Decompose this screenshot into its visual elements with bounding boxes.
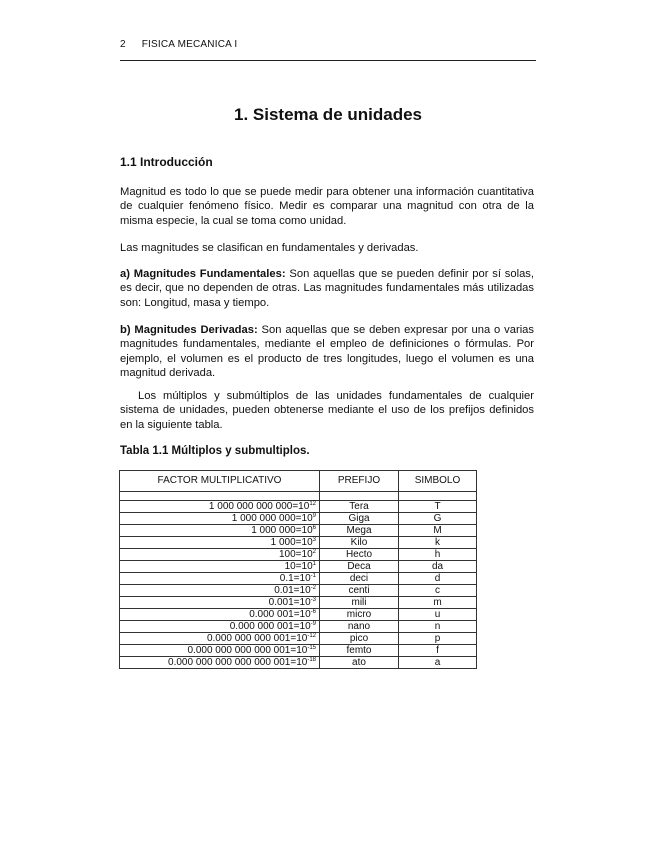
factor-value: 1 000 000 000 000=10 — [208, 501, 310, 512]
factor-value: 0.001=10 — [268, 597, 311, 608]
symbol-cell: k — [399, 537, 477, 549]
factor-cell — [120, 633, 320, 645]
symbol-cell: p — [399, 633, 477, 645]
header-prefix: PREFIJO — [320, 471, 399, 492]
page-number: 2 — [120, 39, 126, 50]
paragraph-clasificacion: Las magnitudes se clasifican en fundamentales y derivadas. — [120, 242, 419, 254]
symbol-cell: f — [399, 645, 477, 657]
factor-exponent: -6 — [310, 609, 316, 615]
paragraph-magnitud: Magnitud es todo lo que se puede medir para obtener una información cuantitativa de cualquier fenómeno físico. Medir es comparar una magnitud con otra de la misma especie, la cual se toma como unidad. — [120, 186, 534, 227]
prefix-cell: ato — [320, 657, 399, 669]
prefix-cell: mili — [320, 597, 399, 609]
symbol-cell: da — [399, 561, 477, 573]
factor-exponent: -18 — [307, 657, 316, 663]
factor-exponent: -9 — [310, 621, 316, 627]
factor-cell — [120, 501, 320, 513]
term-derivadas: b) Magnitudes Derivadas: — [120, 324, 258, 336]
factor-cell — [120, 513, 320, 525]
table-row — [120, 609, 477, 621]
symbol-cell: G — [399, 513, 477, 525]
factor-exponent: 2 — [312, 549, 316, 555]
factor-value: 0.1=10 — [279, 573, 311, 584]
factor-value: 0.000 000 000 000 001=10 — [187, 645, 308, 656]
table-row — [120, 525, 477, 537]
term-fundamentales: a) Magnitudes Fundamentales: — [120, 268, 286, 280]
table-body — [120, 492, 477, 669]
factor-cell — [120, 537, 320, 549]
paragraph-multiplos: Los múltiplos y submúltiplos de las unidades fundamentales de cualquier sistema de unidades, pueden obtenerse mediante el uso de los prefijos definidos en la siguiente tabla. — [120, 390, 534, 431]
definition-fundamentales: Son aquellas que se pueden definir por sí solas, es decir, que no dependen de otras. Las magnitudes fundamentales más utilizadas son: Longitud, masa y tiempo. — [120, 268, 535, 309]
factor-value: 100=10 — [279, 549, 313, 560]
running-header — [120, 39, 237, 50]
table-row — [120, 657, 477, 669]
table-row — [120, 621, 477, 633]
factor-exponent: -2 — [310, 585, 316, 591]
factor-cell — [120, 657, 320, 669]
factor-value: 0.000 001=10 — [249, 609, 311, 620]
factor-cell — [120, 525, 320, 537]
symbol-cell: n — [399, 621, 477, 633]
table-row — [120, 501, 477, 513]
prefix-cell: Tera — [320, 501, 399, 513]
prefix-cell: centi — [320, 585, 399, 597]
factor-exponent: 6 — [312, 525, 316, 531]
prefix-cell: Hecto — [320, 549, 399, 561]
symbol-cell: a — [399, 657, 477, 669]
factor-exponent: 1 — [312, 561, 316, 567]
factor-cell — [120, 597, 320, 609]
symbol-cell: u — [399, 609, 477, 621]
table-header-row — [120, 471, 477, 492]
factor-value: 0.000 000 001=10 — [229, 621, 311, 632]
paragraph-derivadas — [120, 323, 534, 380]
symbol-cell: T — [399, 501, 477, 513]
table-row — [120, 585, 477, 597]
prefix-cell: Mega — [320, 525, 399, 537]
factor-exponent: -3 — [310, 597, 316, 603]
header-rule — [120, 60, 536, 61]
factor-cell — [120, 609, 320, 621]
factor-value: 1 000 000 000=10 — [231, 513, 313, 524]
table-row — [120, 645, 477, 657]
factor-exponent: 12 — [309, 501, 316, 507]
factor-exponent: 3 — [312, 537, 316, 543]
symbol-cell: c — [399, 585, 477, 597]
prefix-cell: micro — [320, 609, 399, 621]
symbol-cell: h — [399, 549, 477, 561]
table-row — [120, 537, 477, 549]
symbol-cell: d — [399, 573, 477, 585]
table-row — [120, 513, 477, 525]
factor-value: 1 000 000=10 — [251, 525, 313, 536]
prefix-cell: Deca — [320, 561, 399, 573]
paragraph-fundamentales — [120, 267, 534, 310]
prefix-cell: Giga — [320, 513, 399, 525]
table-row — [120, 561, 477, 573]
chapter-title: 1. Sistema de unidades — [233, 105, 422, 124]
prefix-cell: pico — [320, 633, 399, 645]
symbol-cell: M — [399, 525, 477, 537]
factor-cell — [120, 561, 320, 573]
factor-exponent: -1 — [310, 573, 316, 579]
factor-exponent: -15 — [307, 645, 316, 651]
prefix-cell: deci — [320, 573, 399, 585]
symbol-cell: m — [399, 597, 477, 609]
prefix-table — [119, 470, 477, 669]
factor-value: 0.000 000 000 000 000 001=10 — [168, 657, 308, 668]
table-row — [120, 633, 477, 645]
factor-cell — [120, 621, 320, 633]
factor-value: 0.01=10 — [274, 585, 311, 596]
table-row — [120, 573, 477, 585]
factor-cell — [120, 645, 320, 657]
prefix-cell: Kilo — [320, 537, 399, 549]
definition-derivadas: Son aquellas que se deben expresar por una o varias magnitudes fundamentales, mediante el empleo de definiciones o fórmulas. Por ejemplo, el volumen es el producto de tres longitudes, luego el volumen es una magnitud derivada. — [120, 324, 534, 379]
factor-exponent: 9 — [312, 513, 316, 519]
prefix-cell: nano — [320, 621, 399, 633]
factor-value: 0.000 000 000 001=10 — [206, 633, 308, 644]
prefix-cell: femto — [320, 645, 399, 657]
factor-cell — [120, 573, 320, 585]
factor-value: 1 000=10 — [270, 537, 313, 548]
factor-exponent: -12 — [307, 633, 316, 639]
section-heading: 1.1 Introducción — [120, 155, 213, 169]
factor-cell — [120, 549, 320, 561]
header-symbol: SIMBOLO — [399, 471, 477, 492]
factor-cell — [120, 585, 320, 597]
table-spacer-row — [120, 492, 477, 501]
running-title: FISICA MECANICA I — [141, 39, 238, 50]
table-caption: Tabla 1.1 Múltiplos y submultiplos. — [120, 445, 310, 457]
table-row — [120, 597, 477, 609]
factor-value: 10=10 — [284, 561, 313, 572]
table-row — [120, 549, 477, 561]
header-factor: FACTOR MULTIPLICATIVO — [120, 471, 320, 492]
